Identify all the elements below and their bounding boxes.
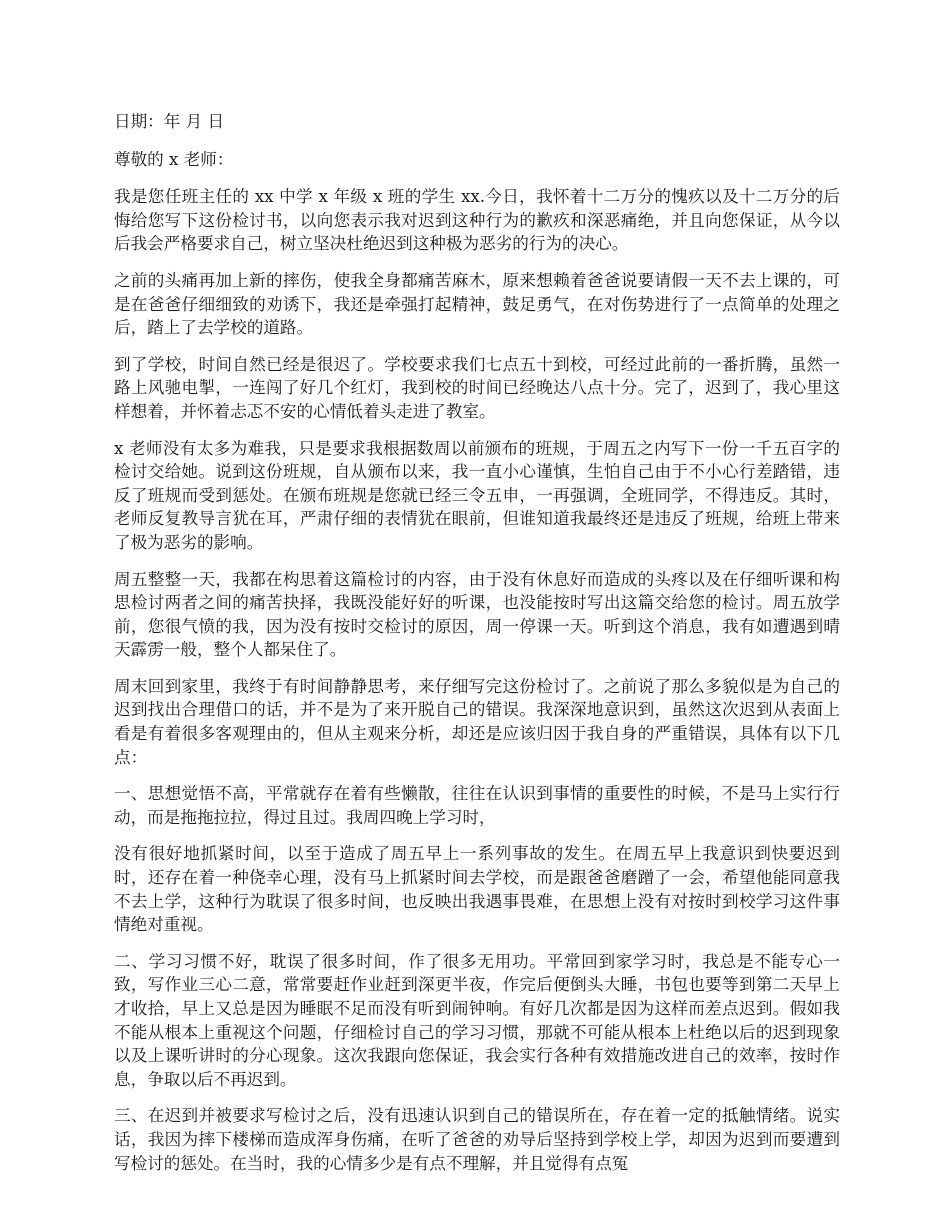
paragraph-intro: 我是您任班主任的 xx 中学 x 年级 x 班的学生 xx.今日，我怀着十二万分的愧疚以及十二万分的后悔给您写下这份检讨书，以向您表示我对迟到这种行为的歉疚和深恶痛绝，并且向您保证，从今以后我会严格要求自己，树立坚决杜绝迟到这种极为恶劣的行为的决心。	[114, 187, 840, 254]
date-line: 日期：年 月 日	[114, 112, 225, 131]
paragraph-point-three: 三、在迟到并被要求写检讨之后，没有迅速认识到自己的错误所在，存在着一定的抵触情绪。说实话，我因为摔下楼梯而造成浑身伤痛，在听了爸爸的劝导后坚持到学校上学，却因为迟到而要遭到写检讨的惩处。在当时，我的心情多少是有点不理解，并且觉得有点冤	[114, 1106, 840, 1173]
paragraph-class-rules: x 老师没有太多为难我，只是要求我根据数周以前颁布的班规，于周五之内写下一份一千五百字的检讨交给她。说到这份班规，自从颁布以来，我一直小心谨慎，生怕自己由于不小心行差踏错，违反了班规而受到惩处。在颁布班规是您就已经三令五申，一再强调，全班同学，不得违反。其时，老师反复教导言犹在耳，严肃仔细的表情犹在眼前，但谁知道我最终还是违反了班规，给班上带来了极为恶劣的影响。	[114, 438, 840, 552]
paragraph-point-one: 一、思想觉悟不高，平常就存在着有些懒散，往往在认识到事情的重要性的时候，不是马上实行行动，而是拖拖拉拉，得过且过。我周四晚上学习时，	[114, 784, 840, 827]
paragraph-point-two: 二、学习习惯不好，耽误了很多时间，作了很多无用功。平常回到家学习时，我总是不能专心一致，写作业三心二意，常常要赶作业赶到深更半夜，作完后便倒头大睡，书包也要等到第二天早上才收拾，早上又总是因为睡眠不足而没有听到闹钟响。有好几次都是因为这样而差点迟到。假如我不能从根本上重视这个问题，仔细检讨自己的学习习惯，那就不可能从根本上杜绝以后的迟到现象以及上课听讲时的分心现象。这次我跟向您保证，我会实行各种有效措施改进自己的效率，按时作息，争取以后不再迟到。	[114, 951, 840, 1089]
paragraph-weekend: 周末回到家里，我终于有时间静静思考，来仔细写完这份检讨了。之前说了那么多貌似是为自己的迟到找出合理借口的话，并不是为了来开脱自己的错误。我深深地意识到，虽然这次迟到从表面上看是有着很多客观理由的，但从主观来分析，却还是应该归因于我自身的严重错误，具体有以下几点：	[114, 676, 840, 767]
paragraph-arrival: 到了学校，时间自然已经是很迟了。学校要求我们七点五十到校，可经过此前的一番折腾，虽然一路上风驰电掣，一连闯了好几个红灯，我到校的时间已经晚达八点十分。完了，迟到了，我心里这样想着，并怀着忐忑不安的心情低着头走进了教室。	[114, 354, 840, 421]
paragraph-point-one-cont: 没有很好地抓紧时间，以至于造成了周五早上一系列事故的发生。在周五早上我意识到快要迟到时，还存在着一种侥幸心理，没有马上抓紧时间去学校，而是跟爸爸磨蹭了一会，希望他能同意我不去上学，这种行为耽误了很多时间，也反映出我遇事畏难，在思想上没有对按时到校学习这件事情绝对重视。	[114, 844, 840, 935]
salutation: 尊敬的 x 老师：	[114, 149, 234, 169]
paragraph-friday: 周五整整一天，我都在构思着这篇检讨的内容，由于没有休息好而造成的头疼以及在仔细听课和构思检讨两者之间的痛苦抉择，我既没能好好的听课，也没能按时写出这篇交给您的检讨。周五放学前，您很气愤的我，因为没有按时交检讨的原因，周一停课一天。听到这个消息，我有如遭遇到晴天霹雳一般，整个人都呆住了。	[114, 569, 840, 660]
paragraph-injury: 之前的头痛再加上新的摔伤，使我全身都痛苦麻木，原来想赖着爸爸说要请假一天不去上课的，可是在爸爸仔细细致的劝诱下，我还是牵强打起精神，鼓足勇气，在对伤势进行了一点简单的处理之后，踏上了去学校的道路。	[114, 270, 840, 338]
document-page	[114, 110, 840, 1188]
